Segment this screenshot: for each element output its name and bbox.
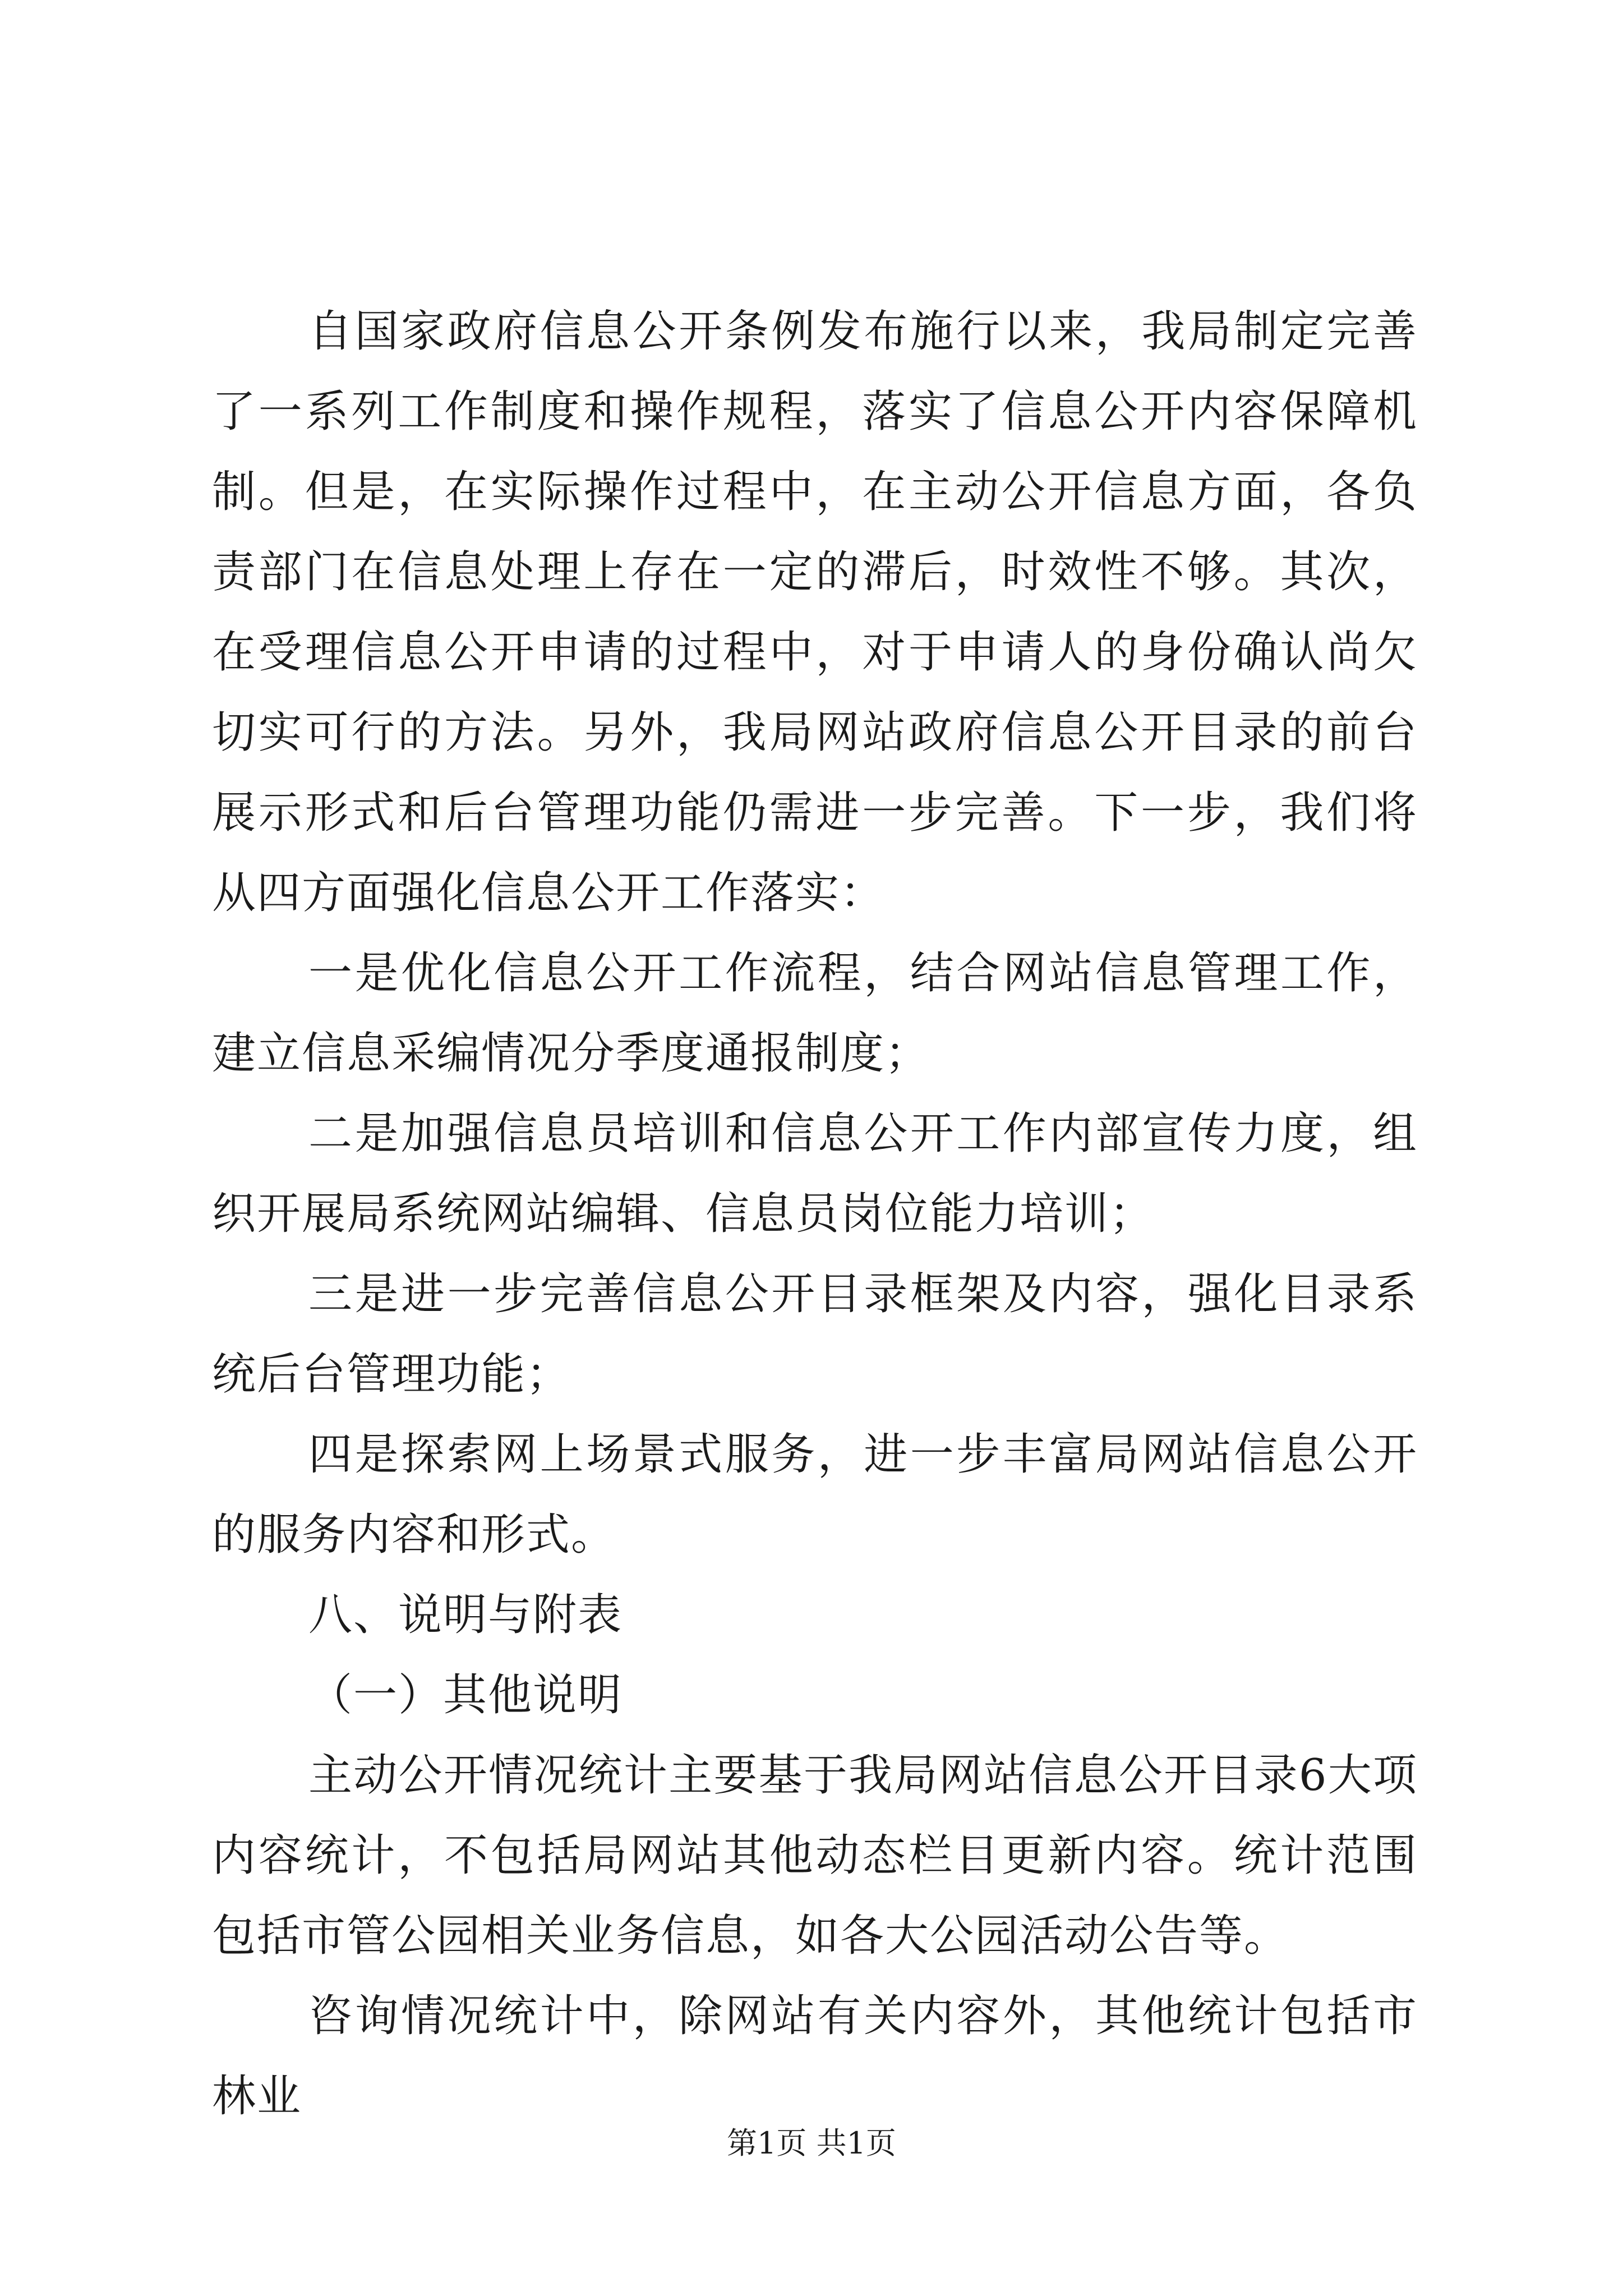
paragraph-measure-1: 一是优化信息公开工作流程，结合网站信息管理工作，建立信息采编情况分季度通报制度； bbox=[212, 948, 1418, 1079]
paragraph-measure-3: 三是进一步完善信息公开目录框架及内容，强化目录系统后台管理功能； bbox=[212, 1269, 1418, 1400]
paragraph-intro: 自国家政府信息公开条例发布施行以来，我局制定完善了一系列工作制度和操作规程，落实了信息公开内容保障机制。但是，在实际操作过程中，在主动公开信息方面，各负责部门在信息处理上存在一定的滞后，时效性不够。其次，在受理信息公开申请的过程中，对于申请人的身份确认尚欠切实可行的方法。另外，我局网站政府信息公开目录的前台展示形式和后台管理功能仍需进一步完善。下一步，我们将从四方面强化信息公开工作落实： bbox=[212, 306, 1418, 918]
page-number-footer: 第1页 共1页 bbox=[727, 2125, 896, 2161]
document-body bbox=[212, 292, 1418, 2137]
paragraph-consultation-note: 咨询情况统计中，除网站有关内容外，其他统计包括市林业 bbox=[212, 1991, 1418, 2122]
paragraph-measure-4: 四是探索网上场景式服务，进一步丰富局网站信息公开的服务内容和形式。 bbox=[212, 1429, 1418, 1560]
paragraph-measure-2: 二是加强信息员培训和信息公开工作内部宣传力度，组织开展局系统网站编辑、信息员岗位能力培训； bbox=[212, 1108, 1418, 1239]
section-heading-8: 八、说明与附表 bbox=[308, 1590, 623, 1640]
paragraph-statistics-note: 主动公开情况统计主要基于我局网站信息公开目录6大项内容统计，不包括局网站其他动态栏目更新内容。统计范围包括市管公园相关业务信息，如各大公园活动公告等。 bbox=[212, 1750, 1418, 1961]
subsection-heading-1: （一）其他说明 bbox=[308, 1670, 623, 1720]
